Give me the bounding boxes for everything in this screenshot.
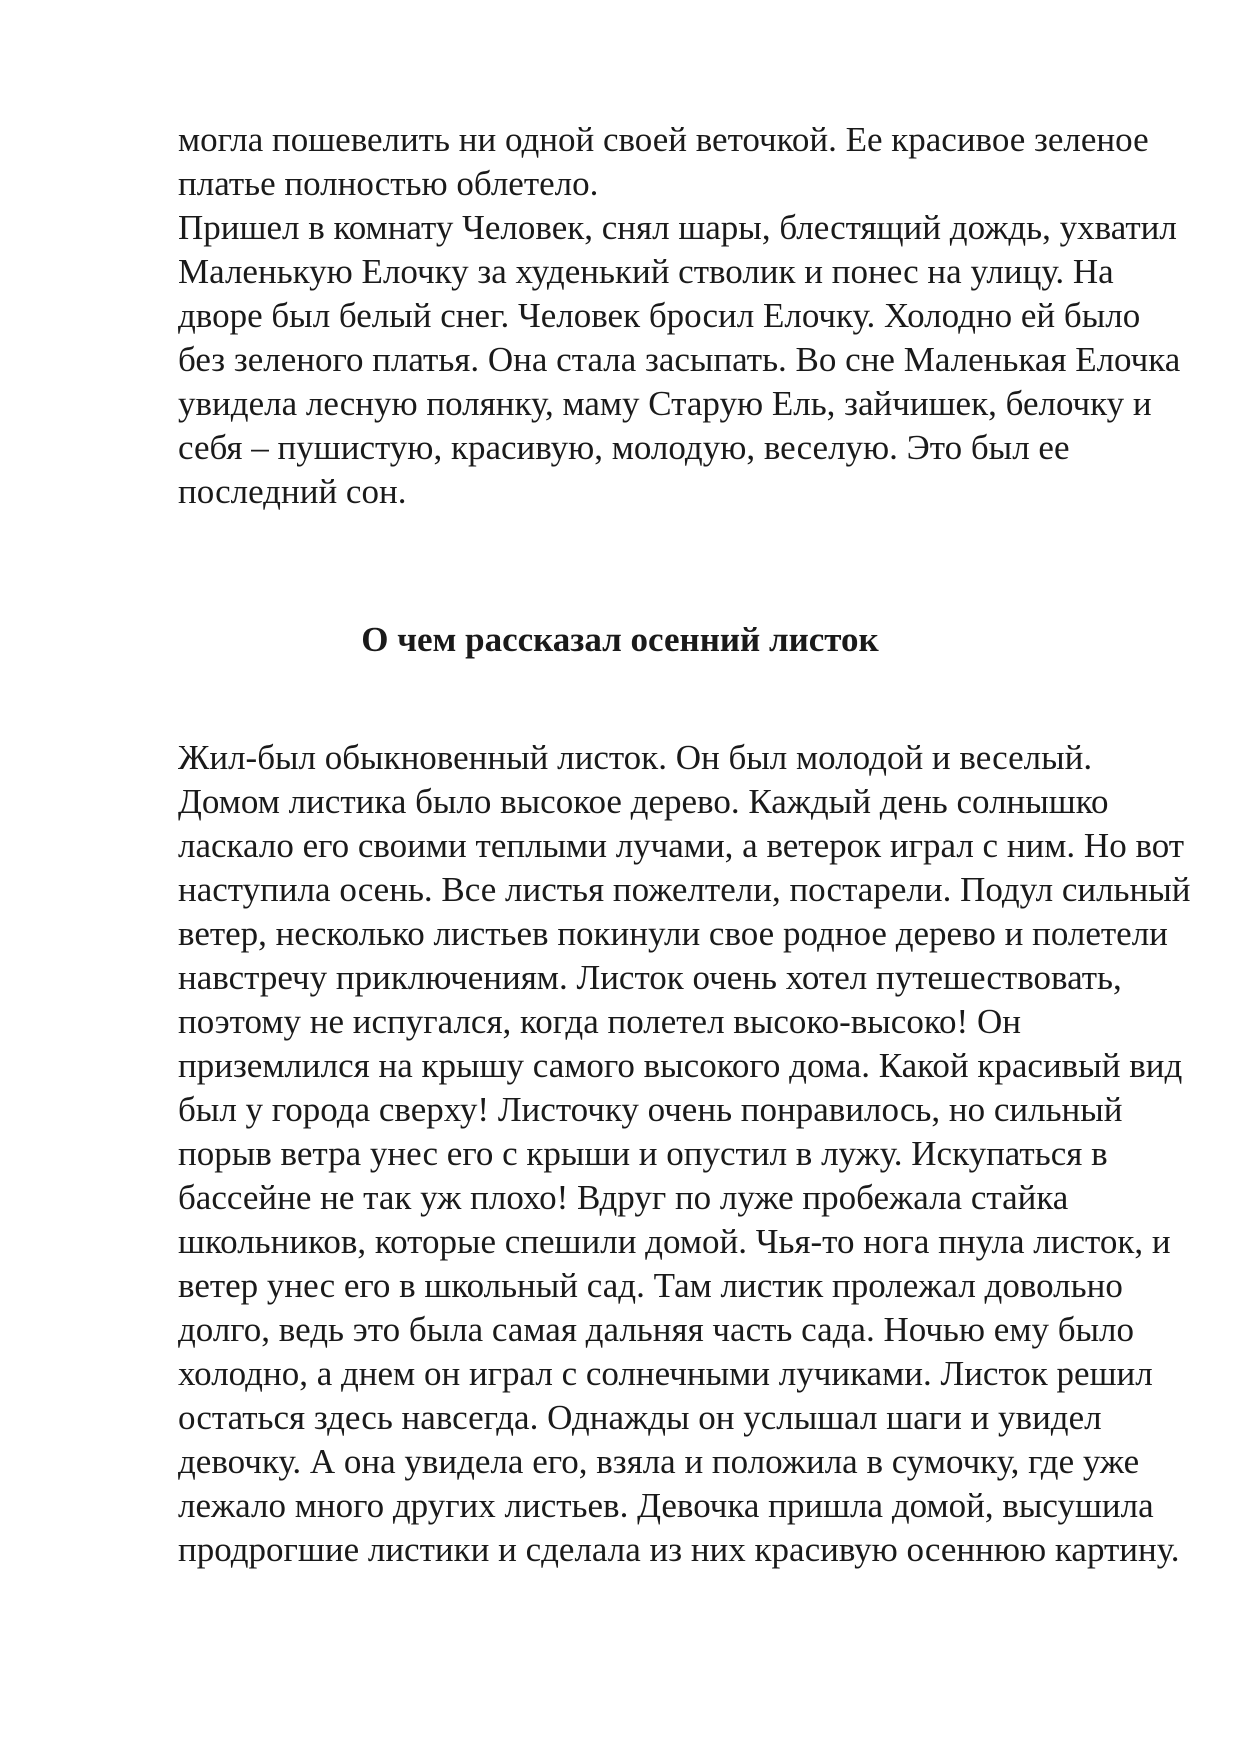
text-line: наступила осень. Все листья пожелтели, постарели. Подул сильный (178, 870, 1191, 909)
text-line: бассейне не так уж плохо! Вдруг по луже пробежала стайка (178, 1178, 1069, 1217)
text-line: навстречу приключениям. Листок очень хотел путешествовать, (178, 958, 1122, 997)
text-line: остаться здесь навсегда. Однажды он услышал шаги и увидел (178, 1398, 1102, 1437)
text-line: Маленькую Елочку за худенький стволик и понес на улицу. На (178, 252, 1114, 291)
text-line: долго, ведь это была самая дальняя часть сада. Ночью ему было (178, 1310, 1135, 1349)
text-line: Пришел в комнату Человек, снял шары, блестящий дождь, ухватил (178, 208, 1177, 247)
text-line: увидела лесную полянку, маму Старую Ель, зайчишек, белочку и (178, 384, 1152, 423)
story-title: О чем рассказал осенний листок (361, 620, 879, 659)
text-line: ветер унес его в школьный сад. Там листик пролежал довольно (178, 1266, 1123, 1305)
text-line: ласкало его своими теплыми лучами, а ветерок играл с ним. Но вот (178, 826, 1185, 865)
text-line: платье полностью облетело. (178, 164, 599, 203)
text-line: без зеленого платья. Она стала засыпать. Во сне Маленькая Елочка (178, 340, 1181, 379)
text-line: ветер, несколько листьев покинули свое родное дерево и полетели (178, 914, 1168, 953)
text-line: порыв ветра унес его с крыши и опустил в лужу. Искупаться в (178, 1134, 1108, 1173)
text-line: Домом листика было высокое дерево. Каждый день солнышко (178, 782, 1109, 821)
text-line: Жил-был обыкновенный листок. Он был молодой и веселый. (178, 738, 1093, 777)
text-line: приземлился на крышу самого высокого дома. Какой красивый вид (178, 1046, 1183, 1085)
text-line: школьников, которые спешили домой. Чья-то нога пнула листок, и (178, 1222, 1171, 1261)
story-paragraph (178, 736, 1191, 1572)
text-line: себя – пушистую, красивую, молодую, веселую. Это был ее (178, 428, 1070, 467)
text-line: продрогшие листики и сделала из них красивую осеннюю картину. (178, 1530, 1180, 1569)
text-line: дворе был белый снег. Человек бросил Елочку. Холодно ей было (178, 296, 1141, 335)
text-line: холодно, а днем он играл с солнечными лучиками. Листок решил (178, 1354, 1153, 1393)
text-line: могла пошевелить ни одной своей веточкой. Ее красивое зеленое (178, 120, 1149, 159)
text-line: был у города сверху! Листочку очень понравилось, но сильный (178, 1090, 1123, 1129)
text-line: девочку. А она увидела его, взяла и положила в сумочку, где уже (178, 1442, 1140, 1481)
text-line: поэтому не испугался, когда полетел высоко-высоко! Он (178, 1002, 1021, 1041)
text-line: лежало много других листьев. Девочка пришла домой, высушила (178, 1486, 1154, 1525)
story-ending-paragraph (178, 118, 1181, 514)
text-line: последний сон. (178, 472, 407, 511)
